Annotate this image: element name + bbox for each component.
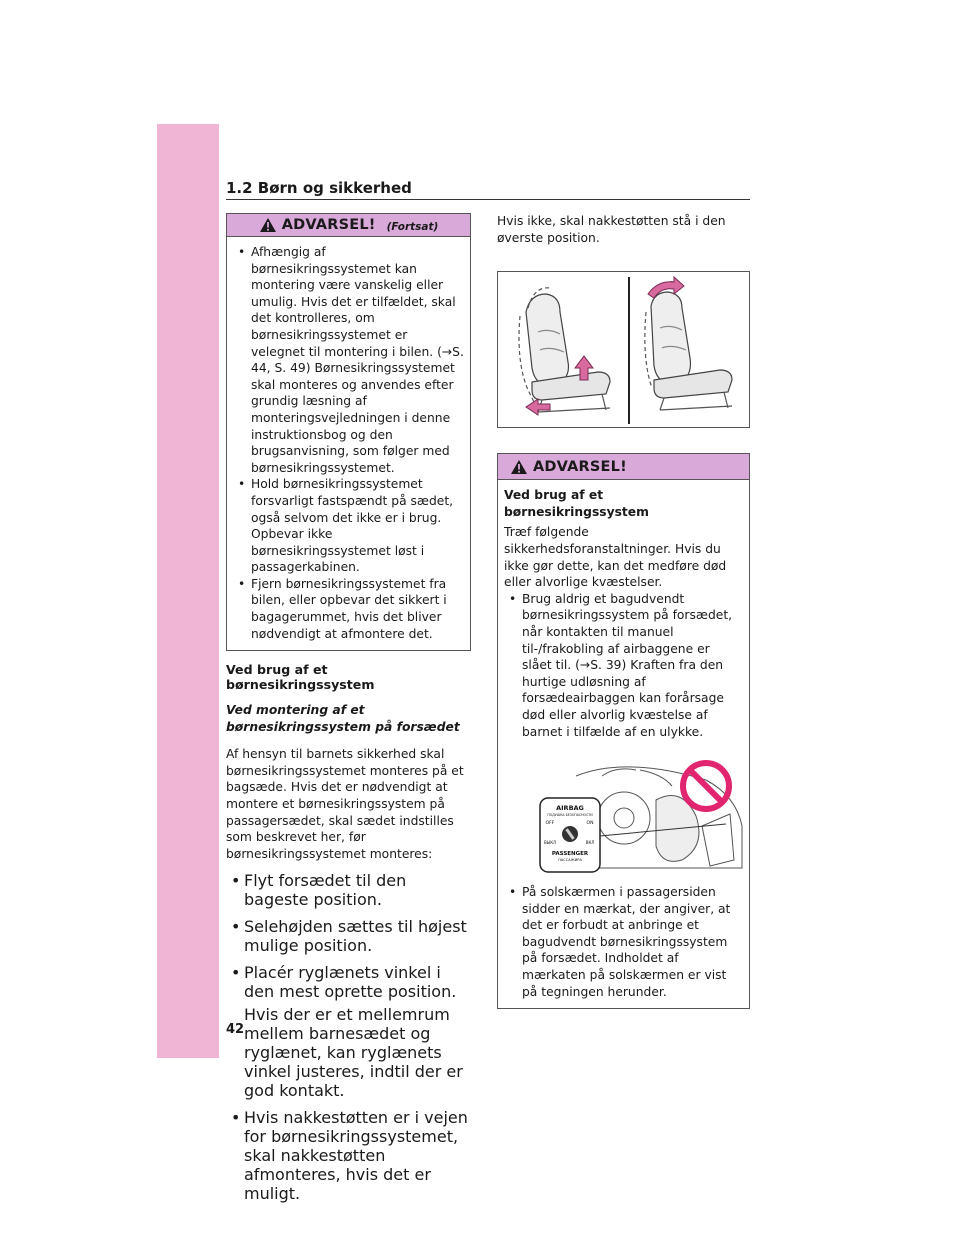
bullet-subtext: Hvis der er et mellemrum mellem barnesædet og ryglænet, kan ryglænets vinkel justeres, indtil der er god kontakt. <box>244 1005 463 1101</box>
airbag-warning-illustration <box>506 756 741 874</box>
bullet-text: Placér ryglænets vinkel i den mest oprette position. <box>244 963 457 1002</box>
warning-body <box>498 480 749 1008</box>
main-subheading: Ved montering af et børnesikringssystem på forsædet <box>226 703 460 735</box>
main-bullet <box>226 1108 471 1203</box>
bullet-text: Selehøjden sættes til højest mulige position. <box>244 917 467 956</box>
airbag-label: AIRBAG <box>556 804 584 813</box>
right-column <box>497 213 750 1009</box>
airbag-label-ru: ПОДУШКА БЕЗОПАСНОСТИ <box>547 813 593 818</box>
warning-triangle-icon <box>259 217 277 233</box>
warning-title: ADVARSEL! <box>533 458 627 475</box>
headrest-note: Hvis ikke, skal nakkestøtten stå i den øverste position. <box>497 214 726 245</box>
warning-bullet: • Afhængig af børnesikringssystemet kan montering være vanskelig eller umulig. Hvis det er tilfældet, skal det kontrolleres, om børnesikringssystemet er velegnet til montering i bilen. (→S. 44, S. 49) Børnesikringssystemet skal monteres og anvendes efter grundig læsning af monteringsvejledningen i denne instruktionsbog og den brugsanvisning, som følger med børnesikringssystemet. <box>233 244 464 476</box>
warning-heading: Ved brug af et børnesikringssystem <box>504 488 649 519</box>
warning-bullet: • Hold børnesikringssystemet forsvarligt fastspændt på sædet, også selvom det ikke er i brug. Opbevar ikke børnesikringssystemet løst i passagerkabinen. <box>233 476 464 576</box>
prohibited-icon <box>683 763 729 809</box>
section-title: 1.2 Børn og sikkerhed <box>226 179 412 197</box>
main-bullet <box>226 917 471 955</box>
warning-title: ADVARSEL! <box>281 217 376 233</box>
warning-bullet: • Fjern børnesikringssystemet fra bilen, eller opbevar det sikkert i bagagerummet, hvis det bliver nødvendigt at afmontere det. <box>233 576 464 642</box>
warning-header <box>498 454 749 480</box>
warning-body <box>227 237 470 650</box>
warning-bullet: • Brug aldrig et bagudvendt børnesikringssystem på forsædet, når kontakten til manuel til-/frakobling af airbaggene er slået til. (→S. 39) Kraften fra den hurtige udløsning af forsædeairbaggen kan forårsage død eller alvorlig kvæstelse af barnet i tilfælde af en ulykke. <box>504 591 743 740</box>
airbag-off-label: OFF <box>545 821 555 827</box>
warning-continued-label: (Fortsat) <box>386 220 439 233</box>
warning-box <box>497 453 750 1009</box>
seat-drawing <box>498 272 749 427</box>
main-bullet <box>226 871 471 909</box>
bullet-text: Flyt forsædet til den bageste position. <box>244 871 407 910</box>
left-column <box>226 213 471 1211</box>
airbag-off-panel <box>540 798 600 872</box>
passenger-label: PASSENGER <box>551 851 589 858</box>
warning-box-continued <box>226 213 471 651</box>
airbag-drawing <box>506 756 751 874</box>
warning-intro: Træf følgende sikkerhedsforanstaltninger. Hvis du ikke gør dette, kan det medføre død eller alvorlige kvæstelser. <box>504 525 727 590</box>
arrow-back-icon <box>526 399 550 415</box>
seat-adjustment-illustration <box>497 271 750 428</box>
section-rule <box>226 199 750 200</box>
warning-triangle-icon <box>510 459 528 475</box>
warning-bullet: • På solskærmen i passagersiden sidder en mærkat, der angiver, at det er forbudt at anbringe et bagudvendt børnesikringssystem på forsædet. Indholdet af mærkaten på solskærmen er vist på tegningen herunder. <box>504 884 743 1000</box>
chapter-tab <box>157 124 219 1058</box>
airbag-on-ru: ВКЛ <box>585 840 595 846</box>
bullet-text: Hvis nakkestøtten er i vejen for børnesikringssystemet, skal nakkestøtten afmonteres, hvis det er muligt. <box>244 1108 468 1204</box>
warning-header <box>227 214 470 237</box>
main-bullet-list <box>226 871 471 1203</box>
airbag-off-ru: ВЫКЛ <box>543 840 557 846</box>
main-intro: Af hensyn til barnets sikkerhed skal børnesikringssystemet monteres på et bagsæde. Hvis det er nødvendigt at montere et børnesikringssystem på passagersædet, skal sædet indstilles som beskrevet her, før børnesikringssystemet monteres: <box>226 747 464 861</box>
passenger-label-ru: ПАССАЖИРА <box>558 858 582 863</box>
seat-right-icon <box>645 282 732 410</box>
main-heading: Ved brug af et børnesikringssystem <box>226 662 375 693</box>
page-number: 42 <box>226 1022 245 1037</box>
seat-left-icon <box>519 288 610 412</box>
main-bullet <box>226 963 471 1100</box>
airbag-on-label: ON <box>586 821 594 827</box>
dashboard-sketch-icon <box>576 767 742 868</box>
